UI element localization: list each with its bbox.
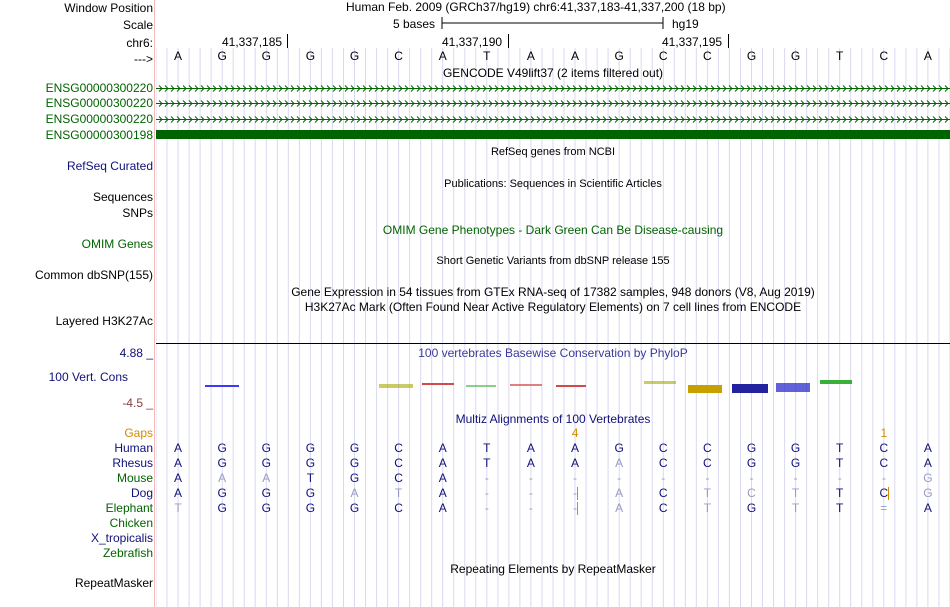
alignment-base: - [617,471,622,485]
alignment-base: - [484,501,489,515]
alignment-base: A [615,486,624,500]
base-letter: G [349,49,360,63]
alignment-base: - [749,471,754,485]
species-label[interactable]: X_tropicalis [90,531,153,545]
alignment-base: A [615,501,624,515]
base-letter: T [836,49,844,63]
alignment-base: G [261,441,271,455]
alignment-base: G [217,441,227,455]
cons-mark-2 [379,384,413,388]
window-position-label: Window Position [64,1,153,15]
base-letter: A [526,49,535,63]
alignment-base: G [305,441,316,455]
alignment-base: C [879,486,889,500]
base-letter: G [746,49,757,63]
gene-label-4[interactable]: ENSG00000300198 [45,128,153,142]
alignment-base: C [658,501,668,515]
alignment-base: T [174,501,182,515]
alignment-base: A [174,441,183,455]
alignment-base: C [394,471,403,485]
alignment-base: - [484,486,489,500]
alignment-base: G [261,456,271,470]
alignment-base: A [438,456,447,470]
alignment-base: T [836,441,844,455]
alignment-base: - [528,501,533,515]
alignment-base: T [306,471,315,485]
alignment-base: T [483,441,491,455]
assembly-position[interactable]: Human Feb. 2009 (GRCh37/hg19) chr6:41,337,183-41,337,200 (18 bp) [346,0,726,14]
cons-mark-5 [510,384,542,386]
dbsnp-label[interactable]: Common dbSNP(155) [34,268,153,282]
base-letter: G [261,49,271,63]
omim-title[interactable]: OMIM Gene Phenotypes - Dark Green Can Be Disease-causing [382,223,724,237]
position-tick-mark-1 [287,34,288,48]
alignment-base: G [261,501,271,515]
alignment-base: G [305,486,316,500]
base-letter: C [879,49,889,63]
base-letter: G [305,49,316,63]
scale-assembly: hg19 [672,17,699,31]
base-letter: A [174,49,183,63]
alignment-base: G [349,456,360,470]
gene-label-1[interactable]: ENSG00000300220 [45,81,153,95]
phylop-min: -4.5 _ [122,396,153,410]
gene-label-3[interactable]: ENSG00000300220 [45,112,153,126]
alignment-base: G [261,486,271,500]
gap-count-marker: 4 [571,426,579,440]
alignment-base: - [661,471,666,485]
alignment-base: - [881,471,886,485]
scale-value: 5 bases [393,17,436,31]
base-letter: C [394,49,403,63]
alignment-base: T [836,501,844,515]
alignment-base: A [174,456,183,470]
insertion-marker [577,502,578,515]
alignment-base: - [837,471,842,485]
gene-track-2[interactable] [156,99,950,108]
alignment-base: G [217,456,227,470]
multiz-title[interactable]: Multiz Alignments of 100 Vertebrates [455,412,651,426]
alignment-base: A [438,441,447,455]
alignment-base: A [923,501,932,515]
cons-mark-11 [820,380,852,384]
species-label[interactable]: Mouse [116,471,153,485]
refseq-title[interactable]: RefSeq genes from NCBI [490,146,616,158]
phylop-title[interactable]: 100 vertebrates Basewise Conservation by PhyloP [418,346,688,360]
alignment-base: G [746,441,757,455]
alignment-base: G [790,456,801,470]
alignment-base: - [528,471,533,485]
position-tick-mark-2 [508,34,509,48]
chrom-label: chr6: [126,36,153,50]
cons-mark-10 [776,383,810,392]
base-letter: G [790,49,801,63]
publications-title[interactable]: Publications: Sequences in Scientific Articles [444,178,662,190]
alignment-base: - [793,471,798,485]
alignment-base: T [483,456,491,470]
alignment-base: C [879,441,889,455]
alignment-base: A [350,486,359,500]
species-label[interactable]: Dog [130,486,153,500]
alignment-base: T [703,486,712,500]
strand-label: ---> [134,52,153,66]
base-letter: A [571,49,580,63]
repeatmasker-title[interactable]: Repeating Elements by RepeatMasker [450,562,656,576]
alignment-base: A [438,486,447,500]
scale-label: Scale [122,18,153,32]
gtex-title[interactable]: Gene Expression in 54 tissues from GTEx RNA-seq of 17382 samples, 948 donors (V8, Aug 2019) [291,285,815,299]
alignment-base: A [174,486,183,500]
alignment-base: G [349,471,360,485]
repeatmasker-label[interactable]: RepeatMasker [74,576,153,590]
alignment-base: G [923,471,933,485]
gene-exon-track-4[interactable] [156,130,950,139]
alignment-base: G [349,501,360,515]
alignment-base: T [836,486,844,500]
alignment-base: G [614,441,624,455]
alignment-base: G [305,501,316,515]
alignment-base: - [573,486,578,500]
alignment-base: G [217,501,227,515]
h3k27ac-title[interactable]: H3K27Ac Mark (Often Found Near Active Regulatory Elements) on 7 cell lines from ENCODE [304,300,802,314]
position-tick-mark-3 [728,34,729,48]
gene-label-2[interactable]: ENSG00000300220 [45,96,153,110]
gaps-label[interactable]: Gaps [124,426,153,440]
alignment-base: A [438,471,447,485]
omim-label[interactable]: OMIM Genes [81,237,153,251]
gene-track-1[interactable] [156,84,950,93]
insertion-marker [577,487,578,500]
cons-mark-6 [556,385,586,387]
alignment-base: T [836,456,844,470]
snps-label[interactable]: SNPs [122,206,153,220]
alignment-base: G [305,456,316,470]
phylop-top-rule [156,343,950,344]
alignment-base: C [703,456,712,470]
alignment-base: A [571,456,580,470]
base-letter: A [923,49,932,63]
species-label[interactable]: Rhesus [112,456,153,470]
phylop-max: 4.88 _ [119,346,153,360]
alignment-base: C [703,441,712,455]
alignment-base: C [394,501,403,515]
alignment-base: G [746,456,757,470]
alignment-base: A [923,456,932,470]
alignment-base: = [880,501,888,515]
species-label[interactable]: Chicken [109,516,153,530]
alignment-base: G [217,486,227,500]
alignment-base: C [658,441,668,455]
alignment-base: G [790,441,801,455]
base-letter: G [217,49,227,63]
scale-bar [440,16,666,30]
alignment-base: - [573,501,578,515]
species-label[interactable]: Elephant [105,501,153,515]
alignment-base: A [262,471,271,485]
alignment-base: A [615,456,624,470]
alignment-base: C [658,456,668,470]
alignment-base: T [394,486,403,500]
alignment-base: - [573,471,578,485]
alignment-base: T [703,501,712,515]
position-tick-1: 41,337,185 [222,35,283,49]
alignment-base: A [571,441,580,455]
base-letter: C [658,49,668,63]
cons-mark-4 [466,385,496,387]
alignment-base: C [394,441,403,455]
alignment-base: - [528,486,533,500]
alignment-base: A [174,471,183,485]
alignment-base: - [484,471,489,485]
cons-mark-9 [732,384,768,393]
cons-mark-1 [205,385,239,387]
cons-mark-3 [422,383,454,385]
alignment-base: - [705,471,710,485]
position-tick-2: 41,337,190 [442,35,503,49]
alignment-base: A [438,501,447,515]
insertion-marker [888,487,889,500]
cons-mark-8 [688,385,722,393]
alignment-base: A [526,456,535,470]
position-tick-3: 41,337,195 [662,35,723,49]
alignment-base: G [923,486,933,500]
sequences-label[interactable]: Sequences [92,190,153,204]
species-label[interactable]: Zebrafish [102,546,153,560]
gene-track-3[interactable] [156,115,950,124]
dbsnp-title[interactable]: Short Genetic Variants from dbSNP release 155 [436,255,670,267]
alignment-base: C [394,456,403,470]
base-letter: G [614,49,624,63]
alignment-base: C [747,486,756,500]
alignment-base: T [791,501,800,515]
alignment-base: A [923,441,932,455]
gencode-title[interactable]: GENCODE V49lift37 (2 items filtered out) [442,66,664,80]
alignment-base: A [218,471,227,485]
cons-mark-7 [644,381,676,384]
h3k27ac-label[interactable]: Layered H3K27Ac [55,314,153,328]
base-letter: A [438,49,447,63]
alignment-base: A [526,441,535,455]
sidebar-divider [154,0,155,607]
refseq-label[interactable]: RefSeq Curated [66,159,153,173]
alignment-base: G [746,501,757,515]
alignment-base: C [879,456,889,470]
species-label[interactable]: Human [114,441,153,455]
alignment-base: T [791,486,800,500]
cons-label[interactable]: 100 Vert. Cons [48,370,128,384]
gap-count-marker: 1 [880,426,888,440]
phylop-conservation-plot[interactable] [156,370,950,400]
alignment-base: C [658,486,668,500]
base-letter: C [703,49,712,63]
base-letter: T [483,49,491,63]
alignment-base: G [349,441,360,455]
